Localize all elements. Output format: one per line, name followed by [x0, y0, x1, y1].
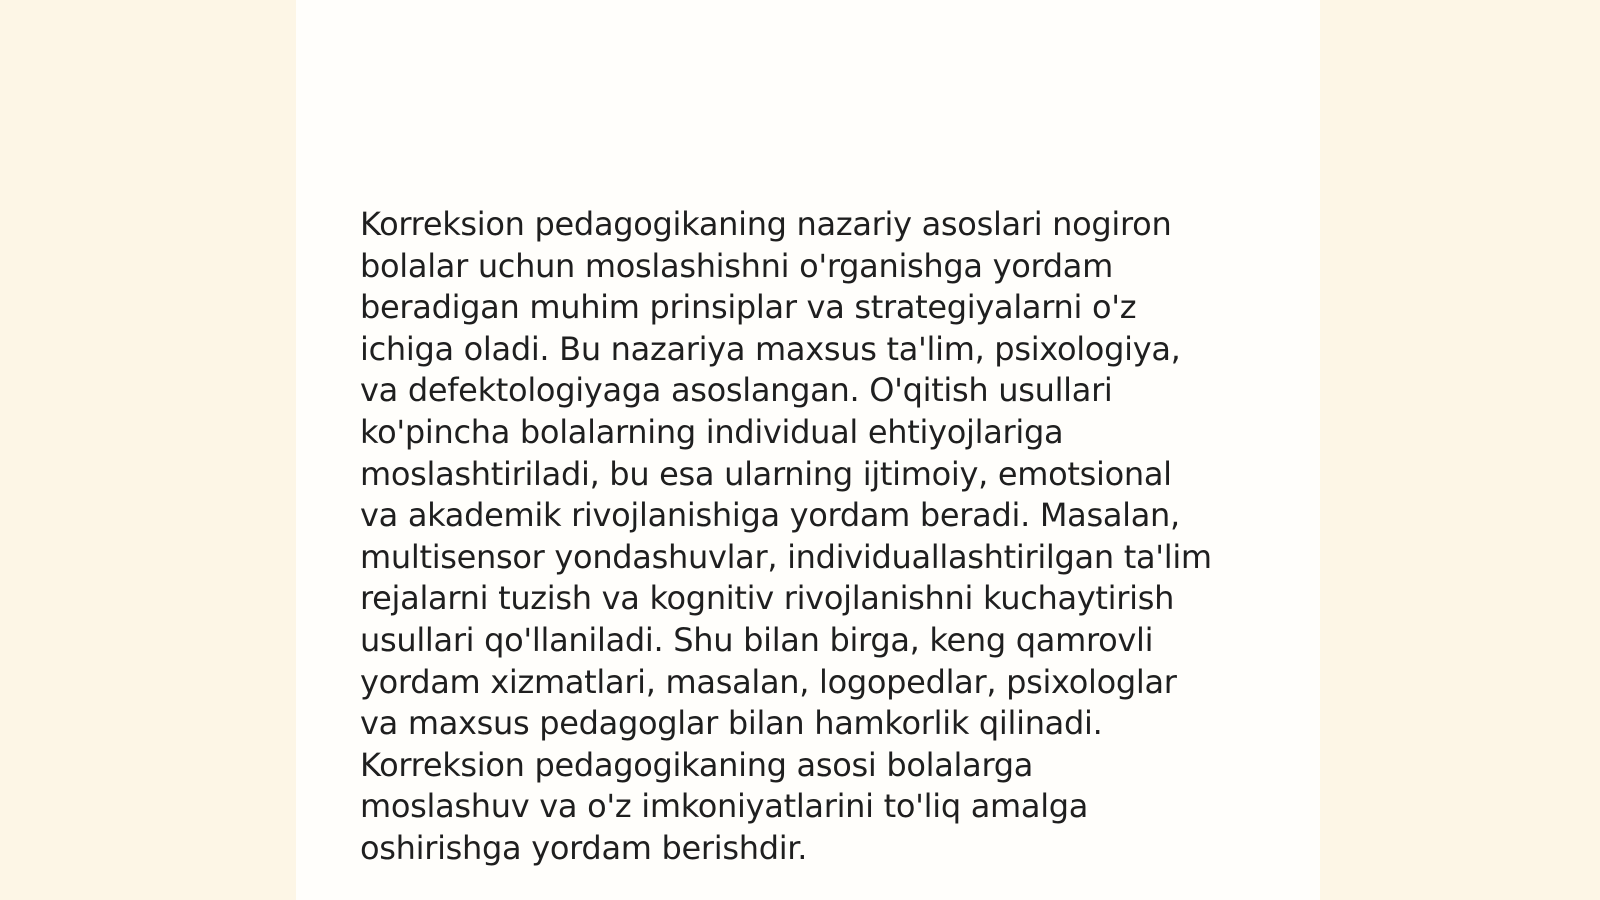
paragraph-line: oshirishga yordam berishdir. [360, 828, 808, 867]
paragraph-line: multisensor yondashuvlar, individuallashtirilgan ta'lim [360, 537, 1212, 576]
paragraph-line: Korreksion pedagogikaning nazariy asoslari nogiron [360, 205, 1172, 243]
paragraph-line: ko'pincha bolalarning individual ehtiyojlariga [360, 412, 1064, 451]
paragraph-line: moslashuv va o'z imkoniyatlarini to'liq amalga [360, 787, 1089, 826]
body-paragraph [360, 204, 1250, 870]
paragraph-line: va akademik rivojlanishiga yordam beradi. Masalan, [360, 496, 1180, 535]
paragraph-line: moslashtiriladi, bu esa ularning ijtimoiy, emotsional [360, 454, 1172, 493]
paragraph-line: yordam xizmatlari, masalan, logopedlar, psixologlar [360, 662, 1177, 701]
paragraph-line: ichiga oladi. Bu nazariya maxsus ta'lim, psixologiya, [360, 329, 1181, 368]
paragraph-line: va defektologiyaga asoslangan. O'qitish usullari [360, 371, 1113, 410]
paragraph-line: beradigan muhim prinsiplar va strategiyalarni o'z [360, 288, 1137, 327]
paragraph-line: usullari qo'llaniladi. Shu bilan birga, keng qamrovli [360, 620, 1154, 659]
paragraph-line: Korreksion pedagogikaning asosi bolalarga [360, 745, 1034, 784]
document-page [296, 0, 1320, 900]
paragraph-line: bolalar uchun moslashishni o'rganishga yordam [360, 246, 1113, 285]
paragraph-line: va maxsus pedagoglar bilan hamkorlik qilinadi. [360, 704, 1103, 743]
paragraph-line: rejalarni tuzish va kognitiv rivojlanishni kuchaytirish [360, 579, 1175, 618]
